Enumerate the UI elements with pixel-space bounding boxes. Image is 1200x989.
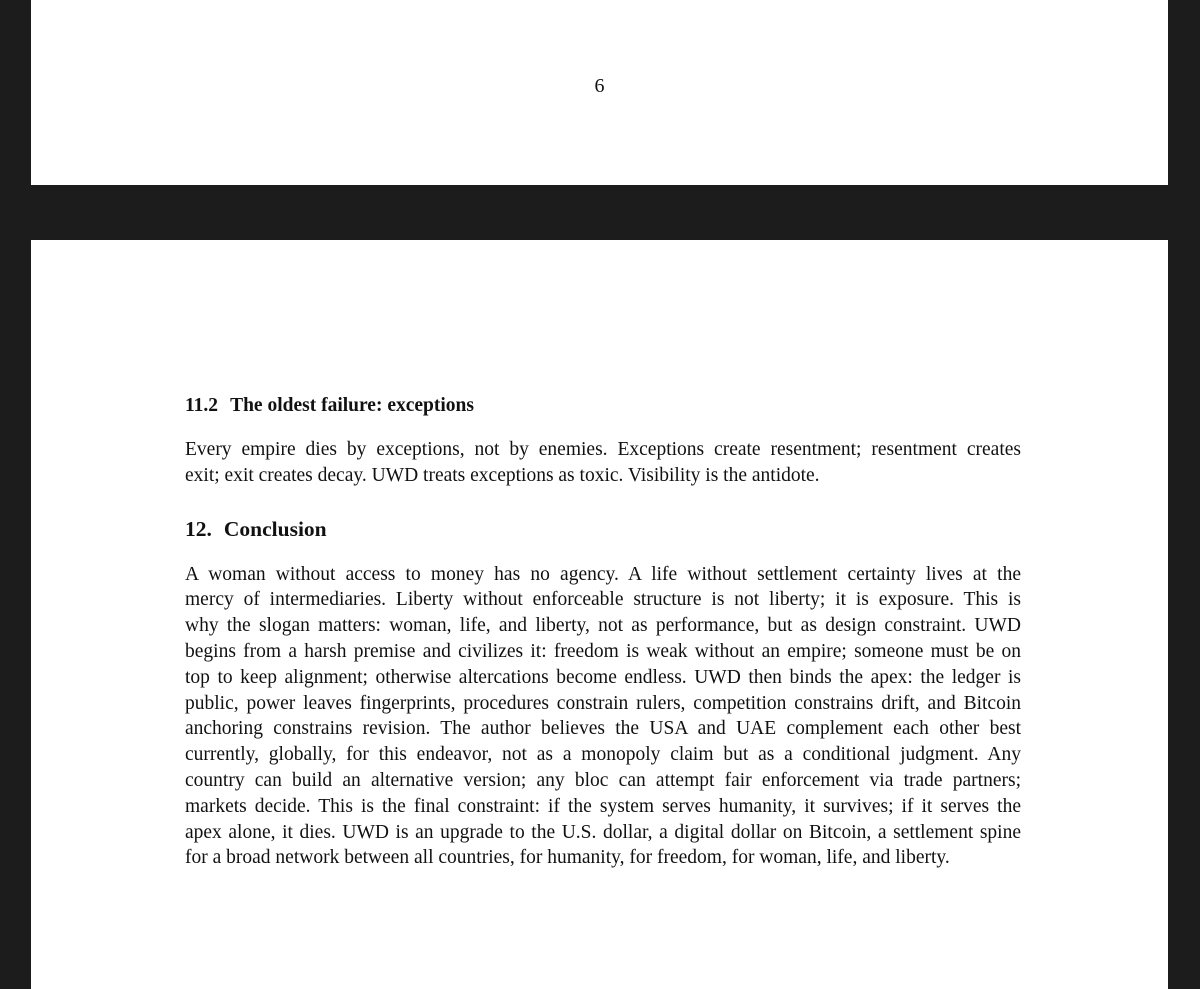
- section-title: Conclusion: [223, 516, 327, 541]
- paragraph-line: apex alone, it dies. UWD is an upgrade to the U.S. dollar, a digital dollar on Bitcoin, a settlement spine: [185, 821, 1021, 843]
- paragraph-line: mercy of intermediaries. Liberty without enforceable structure is not liberty; it is exposure. This is: [185, 589, 1021, 611]
- paragraph-line: Every empire dies by exceptions, not by enemies. Exceptions create resentment; resentment creates: [185, 439, 1021, 460]
- subsection-paragraph: [185, 437, 1021, 489]
- page-content: [185, 394, 1021, 871]
- paragraph-line: top to keep alignment; otherwise altercations become endless. UWD then binds the apex: the ledger is: [185, 666, 1021, 688]
- previous-page: [31, 0, 1168, 185]
- paragraph-line: exit; exit creates decay. UWD treats exceptions as toxic. Visibility is the antidote.: [185, 464, 820, 486]
- paragraph-line: country can build an alternative version; any bloc can attempt fair enforcement via trade partners;: [185, 769, 1021, 791]
- page-number: 6: [594, 75, 605, 97]
- paragraph-line: why the slogan matters: woman, life, and liberty, not as performance, but as design constraint. UWD: [185, 615, 1021, 637]
- paragraph-line: markets decide. This is the final constraint: if the system serves humanity, it survives; if it serves the: [185, 795, 1021, 817]
- paragraph-line: A woman without access to money has no agency. A life without settlement certainty lives at the: [185, 563, 1021, 585]
- subsection-title: The oldest failure: exceptions: [230, 395, 474, 416]
- subsection-number: 11.2: [185, 395, 219, 416]
- section-number: 12.: [185, 516, 212, 541]
- section-heading: [185, 516, 1021, 542]
- paragraph-line: anchoring constrains revision. The author believes the USA and UAE complement each other best: [185, 718, 1021, 740]
- paragraph-line: currently, globally, for this endeavor, not as a monopoly claim but as a conditional judgment. Any: [185, 744, 1021, 766]
- paragraph-line: public, power leaves fingerprints, procedures constrain rulers, competition constrains drift, and Bitcoin: [185, 692, 1021, 714]
- paragraph-line: begins from a harsh premise and civilizes it: freedom is weak without an empire; someone must be on: [185, 640, 1021, 662]
- current-page: [31, 240, 1168, 989]
- subsection-heading: [185, 394, 1021, 418]
- paragraph-line: for a broad network between all countries, for humanity, for freedom, for woman, life, and liberty.: [185, 847, 950, 869]
- conclusion-paragraph: [185, 562, 1021, 872]
